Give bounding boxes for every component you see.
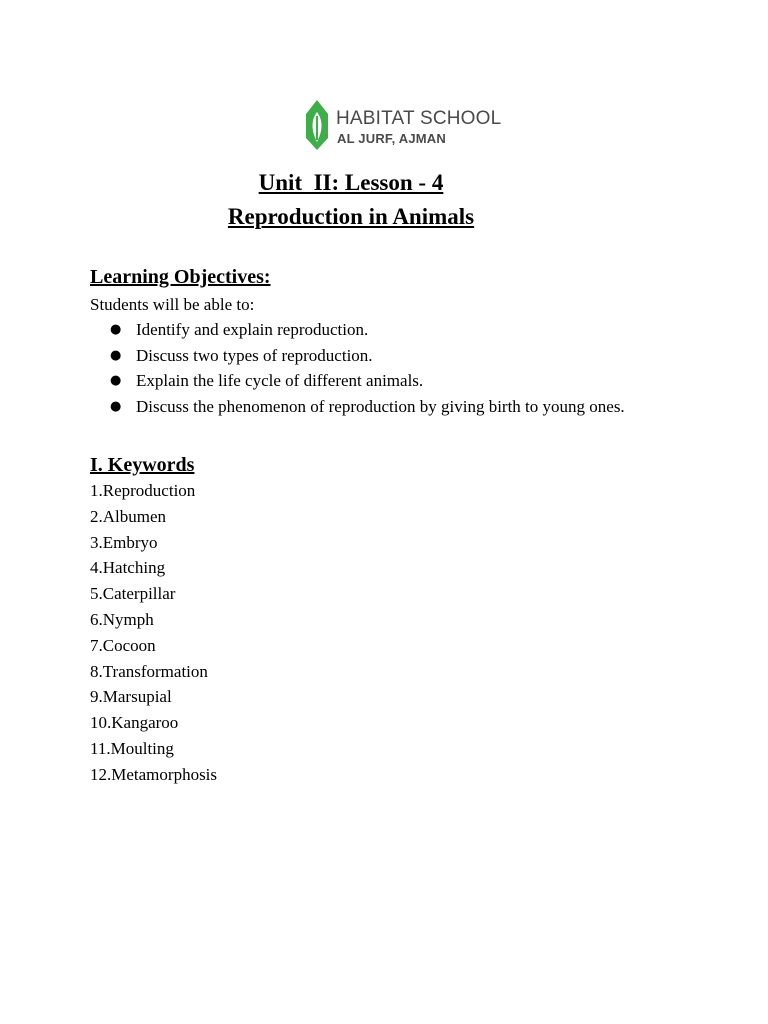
objective-text: Discuss the phenomenon of reproduction by giving birth to young ones. [136,396,625,416]
keywords-list [90,481,217,791]
bullet-icon: ● [110,398,122,414]
unit-lesson-title: Unit II: Lesson - 4 [258,170,444,195]
keyword-item: 9.Marsupial [90,687,172,707]
logo-school-name: HABITAT SCHOOL [336,108,502,129]
objective-text: Identify and explain reproduction. [136,320,369,339]
lesson-topic-title: Reproduction in Animals [227,204,475,229]
bullet-icon: ● [110,322,122,337]
bullet-icon: ● [110,347,122,363]
school-logo [302,98,502,158]
logo-location: AL JURF, AJMAN [337,131,446,146]
keyword-item: 10.Kangaroo [90,713,179,733]
keyword-item: 8.Transformation [90,661,208,681]
learning-objectives-heading: Learning Objectives: [90,266,271,288]
keyword-item: 12.Metamorphosis [90,764,218,784]
bullet-icon: ● [110,373,122,388]
keyword-item: 3.Embryo [90,532,158,552]
keyword-item: 5.Caterpillar [90,584,176,604]
keyword-item: 1.Reproduction [90,481,196,500]
keyword-item: 2.Albumen [90,506,167,526]
keyword-item: 6.Nymph [90,609,154,629]
objective-text: Explain the life cycle of different animals. [136,371,424,390]
keyword-item: 7.Cocoon [90,635,156,655]
pencil-leaf-icon [302,98,332,152]
keyword-item: 11.Moulting [90,738,174,758]
objective-text: Discuss two types of reproduction. [136,345,373,365]
objectives-intro: Students will be able to: [90,295,255,314]
keywords-heading: I. Keywords [90,454,195,476]
keyword-item: 4.Hatching [90,558,166,578]
